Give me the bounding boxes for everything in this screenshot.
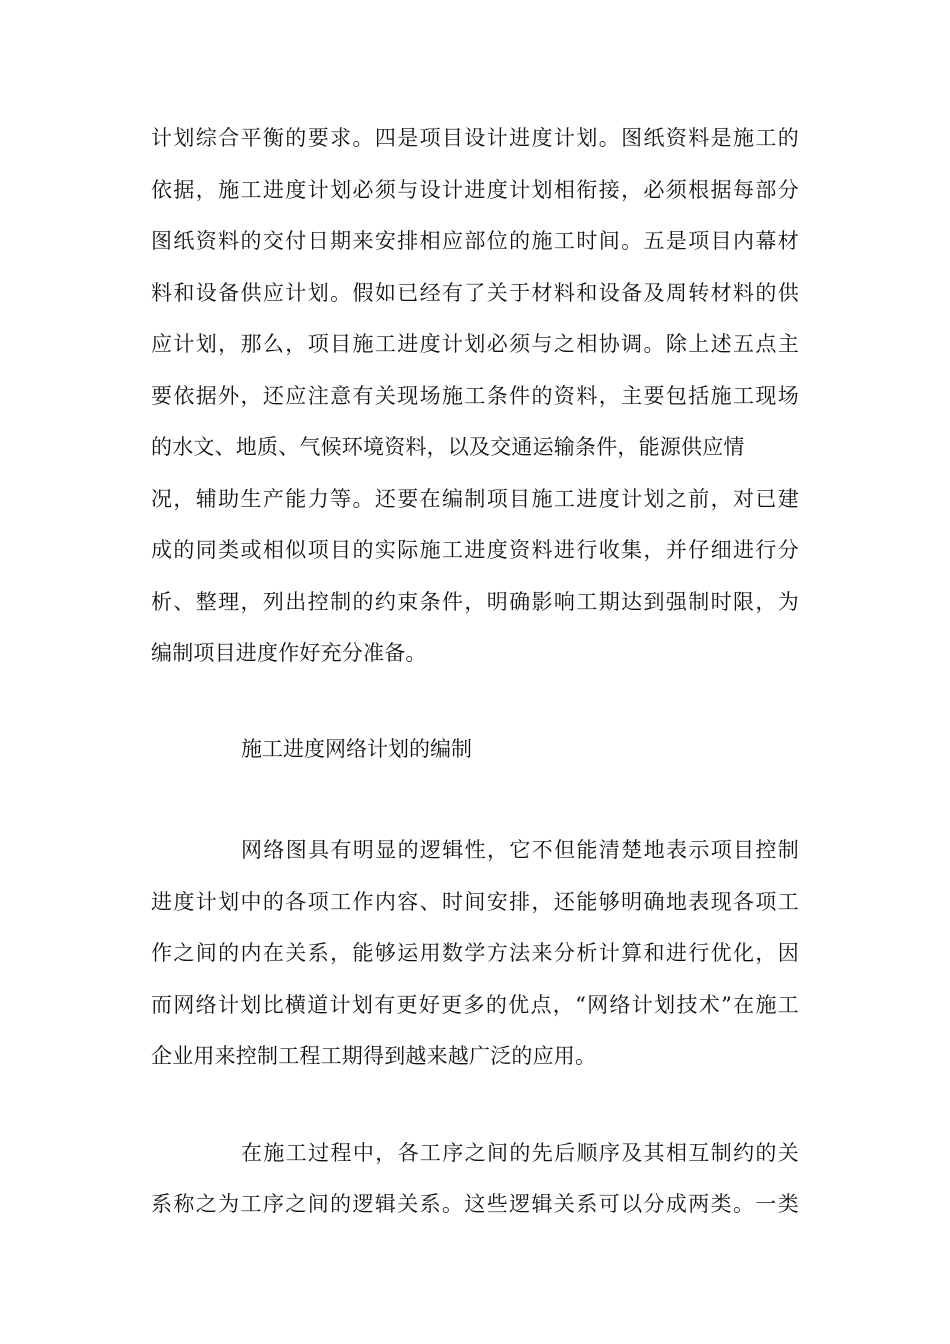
paragraph-2-line-5: 企业用来控制工程工期得到越来越广泛的应用。: [151, 1044, 597, 1068]
paragraph-2-line-4: 而网络计划比横道计划有更好更多的优点，“网络计划技术”在施工: [151, 993, 799, 1017]
paragraph-1-line-5: 应计划，那么，项目施工进度计划必须与之相协调。除上述五点主: [151, 332, 799, 356]
paragraph-1-line-10: 析、整理，列出控制的约束条件，明确影响工期达到强制时限，为: [151, 590, 799, 614]
paragraph-1-line-3: 图纸资料的交付日期来安排相应部位的施工时间。五是项目内幕材: [151, 229, 799, 253]
section-heading: 施工进度网络计划的编制: [241, 737, 472, 761]
paragraph-1-line-4: 料和设备供应计划。假如已经有了关于材料和设备及周转材料的供: [151, 281, 799, 305]
paragraph-3-line-1: 在施工过程中，各工序之间的先后顺序及其相互制约的关: [241, 1141, 799, 1165]
paragraph-1-line-11: 编制项目进度作好充分准备。: [151, 641, 427, 665]
paragraph-1-line-6: 要依据外，还应注意有关现场施工条件的资料，主要包括施工现场: [151, 384, 799, 408]
paragraph-1-line-8: 况，辅助生产能力等。还要在编制项目施工进度计划之前，对已建: [151, 487, 799, 511]
paragraph-1-line-1: 计划综合平衡的要求。四是项目设计进度计划。图纸资料是施工的: [151, 126, 799, 150]
paragraph-1-line-2: 依据，施工进度计划必须与设计进度计划相衔接，必须根据每部分: [151, 178, 799, 202]
paragraph-2-line-1: 网络图具有明显的逻辑性，它不但能清楚地表示项目控制: [241, 838, 799, 862]
paragraph-1-line-7: 的水文、地质、气候环境资料，以及交通运输条件，能源供应情: [151, 435, 745, 459]
paragraph-2-line-2: 进度计划中的各项工作内容、时间安排，还能够明确地表现各项工: [151, 890, 799, 914]
paragraph-3-line-2: 系称之为工序之间的逻辑关系。这些逻辑关系可以分成两类。一类: [151, 1192, 799, 1216]
paragraph-2-line-3: 作之间的内在关系，能够运用数学方法来分析计算和进行优化，因: [151, 941, 799, 965]
paragraph-1-line-9: 成的同类或相似项目的实际施工进度资料进行收集，并仔细进行分: [151, 538, 799, 562]
